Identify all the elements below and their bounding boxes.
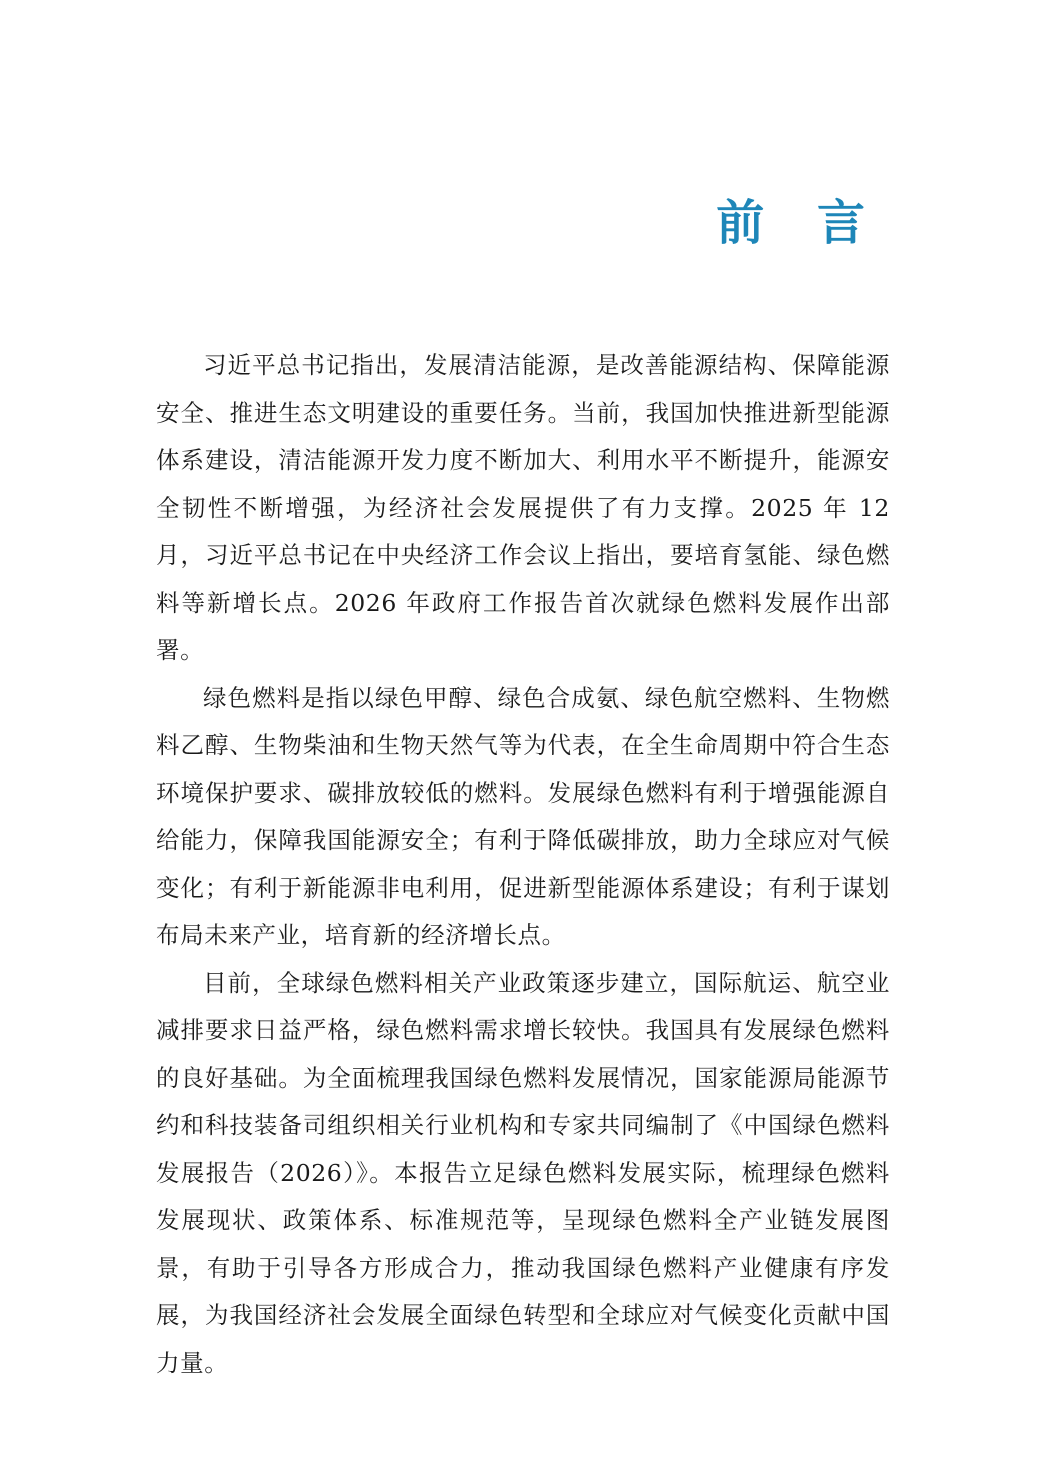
paragraph-3: 目前，全球绿色燃料相关产业政策逐步建立，国际航运、航空业减排要求日益严格，绿色燃料需求增长较快。我国具有发展绿色燃料的良好基础。为全面梳理我国绿色燃料发展情况，国家能源局能源节约和科技装备司组织相关行业机构和专家共同编制了《中国绿色燃料发展报告（2026）》。本报告立足绿色燃料发展实际，梳理绿色燃料发展现状、政策体系、标准规范等，呈现绿色燃料全产业链发展图景，有助于引导各方形成合力，推动我国绿色燃料产业健康有序发展，为我国经济社会发展全面绿色转型和全球应对气候变化贡献中国力量。 [156,968,890,1377]
paragraph-2: 绿色燃料是指以绿色甲醇、绿色合成氨、绿色航空燃料、生物燃料乙醇、生物柴油和生物天然气等为代表，在全生命周期中符合生态环境保护要求、碳排放较低的燃料。发展绿色燃料有利于增强能源自给能力，保障我国能源安全；有利于降低碳排放，助力全球应对气候变化；有利于新能源非电利用，促进新型能源体系建设；有利于谋划布局未来产业，培育新的经济增长点。 [156,683,890,949]
page-title: 前 言 [716,195,883,251]
body-text [156,342,890,1387]
paragraph-1: 习近平总书记指出，发展清洁能源，是改善能源结构、保障能源安全、推进生态文明建设的重要任务。当前，我国加快推进新型能源体系建设，清洁能源开发力度不断加大、利用水平不断提升，能源安全韧性不断增强，为经济社会发展提供了有力支撑。2025 年 12 月，习近平总书记在中央经济工作会议上指出，要培育氢能、绿色燃料等新增长点。2026 年政府工作报告首次就绿色燃料发展作出部署。 [156,351,890,664]
